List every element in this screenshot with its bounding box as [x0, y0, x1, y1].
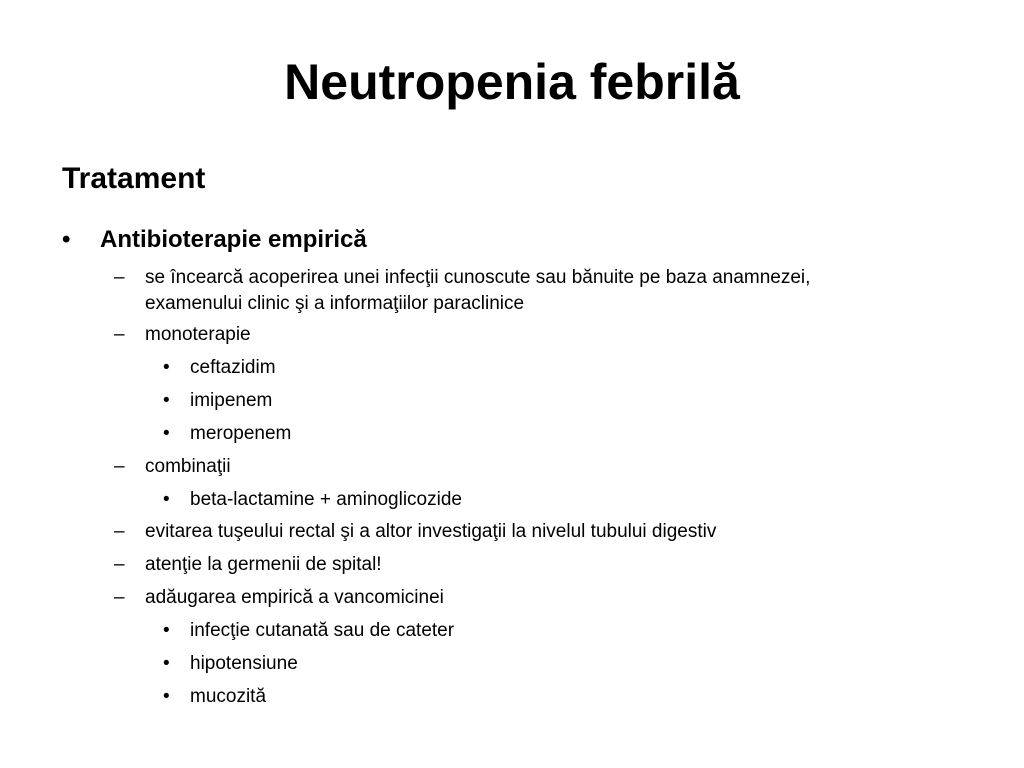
dash-marker: – — [114, 587, 125, 608]
list-item-text: ceftazidim — [190, 357, 276, 378]
bullet-marker: • — [62, 226, 71, 253]
list-item-text: beta-lactamine + aminoglicozide — [190, 489, 462, 510]
main-bullet-text: Antibioterapie empirică — [100, 226, 367, 253]
list-item-text: imipenem — [190, 390, 273, 411]
bullet-marker: • — [163, 390, 170, 411]
list-item-text: adăugarea empirică a vancomicinei — [145, 587, 444, 608]
list-item-text: evitarea tuşeului rectal şi a altor investigaţii la nivelul tubului digestiv — [145, 521, 717, 542]
list-item-text: atenţie la germenii de spital! — [145, 554, 382, 575]
list-item-text: meropenem — [190, 423, 292, 444]
dash-marker: – — [114, 521, 125, 542]
list-item-text: combinaţii — [145, 456, 231, 477]
dash-marker: – — [114, 267, 125, 288]
dash-marker: – — [114, 554, 125, 575]
list-item-text: examenului clinic şi a informaţiilor paraclinice — [145, 293, 525, 314]
dash-marker: – — [114, 324, 125, 345]
bullet-marker: • — [163, 653, 170, 674]
dash-marker: – — [114, 456, 125, 477]
slide-title: Neutropenia febrilă — [284, 54, 740, 110]
bullet-marker: • — [163, 620, 170, 641]
list-item-text: monoterapie — [145, 324, 251, 345]
list-item-text: hipotensiune — [190, 653, 298, 674]
bullet-marker: • — [163, 357, 170, 378]
bullet-marker: • — [163, 686, 170, 707]
bullet-marker: • — [163, 489, 170, 510]
list-item-text: se încearcă acoperirea unei infecţii cunoscute sau bănuite pe baza anamnezei, — [145, 267, 811, 288]
section-heading: Tratament — [62, 162, 206, 195]
list-item-text: infecţie cutanată sau de cateter — [190, 620, 455, 641]
bullet-marker: • — [163, 423, 170, 444]
list-item-text: mucozită — [190, 686, 267, 707]
